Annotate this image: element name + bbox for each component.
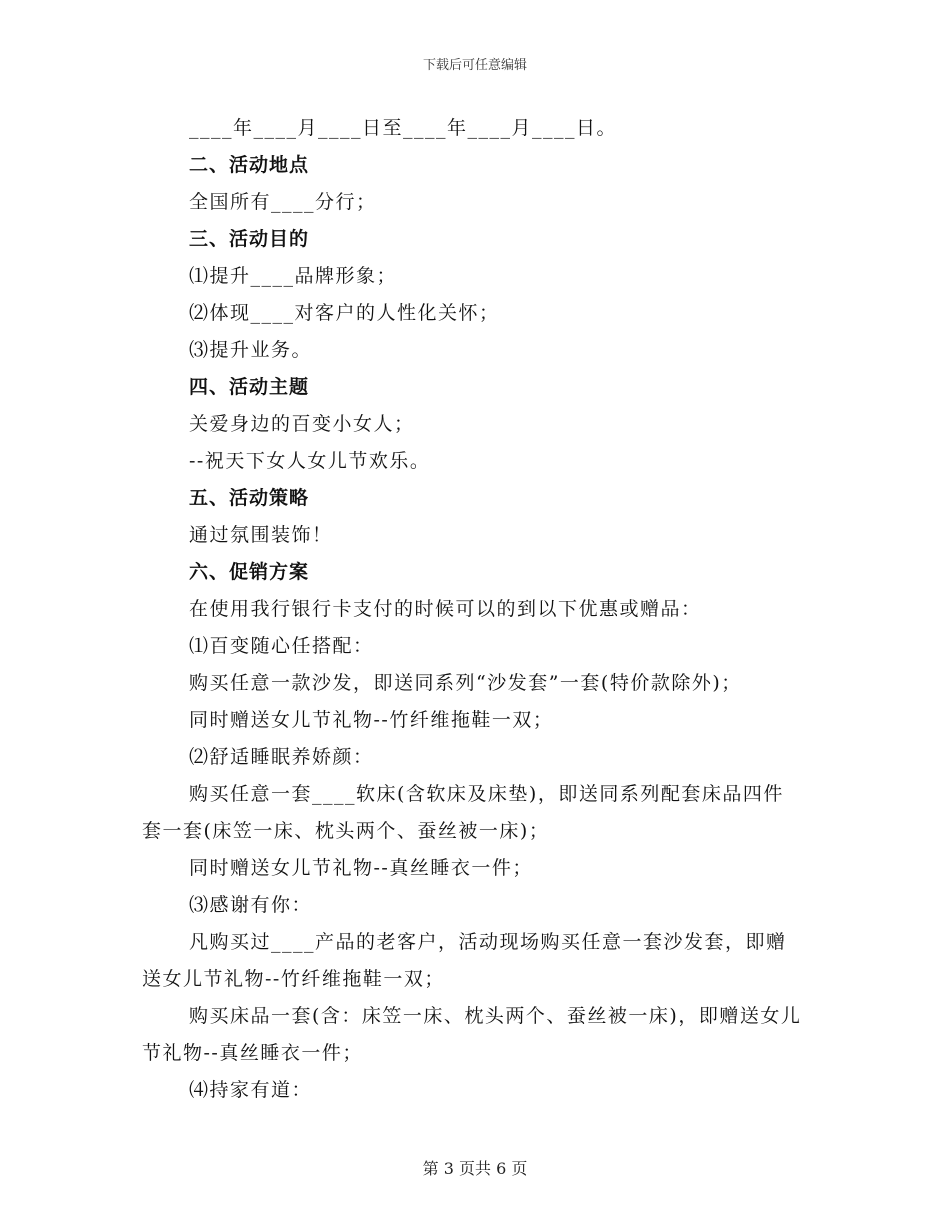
section-heading: 四、活动主题 [189, 376, 310, 398]
text-line: 同时赠送女儿节礼物--真丝睡衣一件； [189, 857, 533, 879]
text-line: ____年____月____日至____年____月____日。 [189, 117, 618, 139]
text-line: ⑶感谢有你： [189, 894, 313, 916]
text-line: ⑵体现____对客户的人性化关怀； [189, 302, 500, 324]
text-line: --祝天下女人女儿节欢乐。 [189, 450, 431, 472]
paragraph: 凡购买过____产品的老客户，活动现场购买任意一套沙发套，即赠送女儿节礼物--竹纤维拖鞋一双； [142, 931, 787, 990]
text-line: ⑴提升____品牌形象； [189, 265, 398, 287]
paragraph: 购买床品一套(含：床笠一床、枕头两个、蚕丝被一床)，即赠送女儿节礼物--真丝睡衣一件； [142, 1005, 802, 1064]
text-line: ⑵舒适睡眠养娇颜： [189, 746, 374, 768]
text-line: 通过氛围装饰！ [189, 524, 333, 546]
text-line: 全国所有____分行； [189, 191, 377, 213]
section-heading: 六、促销方案 [189, 561, 310, 583]
document-body [142, 110, 802, 1109]
text-line: 在使用我行银行卡支付的时候可以的到以下优惠或赠品： [189, 598, 702, 620]
text-line: ⑷持家有道： [189, 1079, 313, 1101]
page-footer: 第 3 页共 6 页 [422, 1159, 528, 1178]
section-heading: 三、活动目的 [189, 228, 310, 250]
page-header: 下载后可任意编辑 [422, 58, 527, 73]
paragraph: 购买任意一套____软床(含软床及床垫)，即送同系列配套床品四件套一套(床笠一床、枕头两个、蚕丝被一床)； [142, 783, 784, 842]
text-line: ⑶提升业务。 [189, 339, 313, 361]
section-heading: 五、活动策略 [189, 487, 310, 509]
text-line: 同时赠送女儿节礼物--竹纤维拖鞋一双； [189, 709, 554, 731]
text-line: 购买任意一款沙发，即送同系列“沙发套”一套(特价款除外)； [189, 672, 742, 694]
text-line: ⑴百变随心任搭配： [189, 635, 374, 657]
section-heading: 二、活动地点 [189, 154, 310, 176]
text-line: 关爱身边的百变小女人； [189, 413, 415, 435]
